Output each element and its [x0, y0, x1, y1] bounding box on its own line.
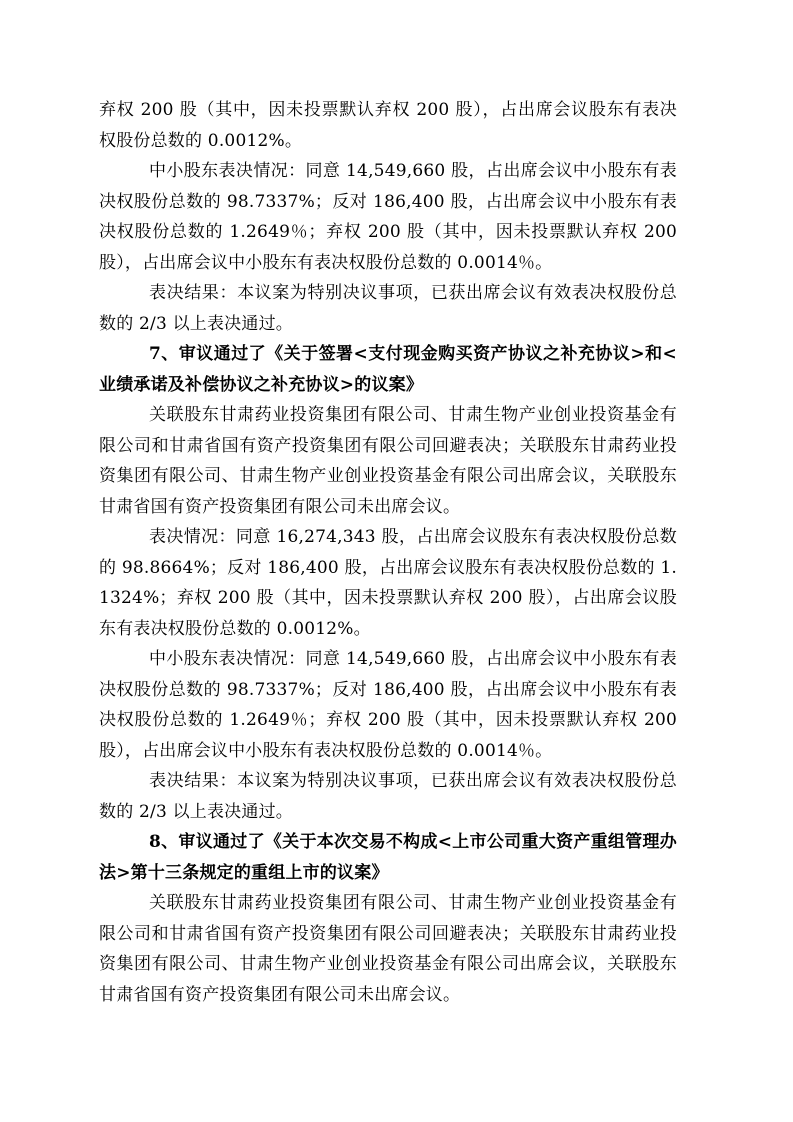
- paragraph-minority-vote-item6: 中小股东表决情况：同意 14,549,660 股，占出席会议中小股东有表决权股份总数的 98.7337%；反对 186,400 股，占出席会议中小股东有表决权股份总数的 1.2649％；弃权 200 股（其中，因未投票默认弃权 200 股），占出席会议中小股东有表决权股份总数的 0.0014％。: [99, 161, 677, 273]
- paragraph-vote-conclusion-item6: 表决结果：本议案为特别决议事项，已获出席会议有效表决权股份总数的 2/3 以上表决通过。: [99, 283, 677, 334]
- heading-resolution-7: 7、审议通过了《关于签署<支付现金购买资产协议之补充协议>和<业绩承诺及补偿协议之补充协议>的议案》: [99, 344, 677, 395]
- document-text-block: [99, 95, 677, 1010]
- paragraph-related-shareholders-item8: 关联股东甘肃药业投资集团有限公司、甘肃生物产业创业投资基金有限公司和甘肃省国有资产投资集团有限公司回避表决；关联股东甘肃药业投资集团有限公司、甘肃生物产业创业投资基金有限公司出席会议，关联股东甘肃省国有资产投资集团有限公司未出席会议。: [99, 893, 677, 1005]
- paragraph-vote-conclusion-item7: 表决结果：本议案为特别决议事项，已获出席会议有效表决权股份总数的 2/3 以上表决通过。: [99, 771, 677, 822]
- paragraph-abstain-continuation: 弃权 200 股（其中，因未投票默认弃权 200 股），占出席会议股东有表决权股份总数的 0.0012%。: [99, 100, 677, 151]
- paragraph-vote-result-item7: 表决情况：同意 16,274,343 股，占出席会议股东有表决权股份总数的 98.8664%；反对 186,400 股，占出席会议股东有表决权股份总数的 1.1324%；弃权 200 股（其中，因未投票默认弃权 200 股），占出席会议股东有表决权股份总数的 0.0012%。: [99, 527, 677, 639]
- heading-resolution-8: 8、审议通过了《关于本次交易不构成<上市公司重大资产重组管理办法>第十三条规定的重组上市的议案》: [99, 832, 677, 883]
- paragraph-minority-vote-item7: 中小股东表决情况：同意 14,549,660 股，占出席会议中小股东有表决权股份总数的 98.7337%；反对 186,400 股，占出席会议中小股东有表决权股份总数的 1.2649％；弃权 200 股（其中，因未投票默认弃权 200 股），占出席会议中小股东有表决权股份总数的 0.0014％。: [99, 649, 677, 761]
- paragraph-related-shareholders-item7: 关联股东甘肃药业投资集团有限公司、甘肃生物产业创业投资基金有限公司和甘肃省国有资产投资集团有限公司回避表决；关联股东甘肃药业投资集团有限公司、甘肃生物产业创业投资基金有限公司出席会议，关联股东甘肃省国有资产投资集团有限公司未出席会议。: [99, 405, 677, 517]
